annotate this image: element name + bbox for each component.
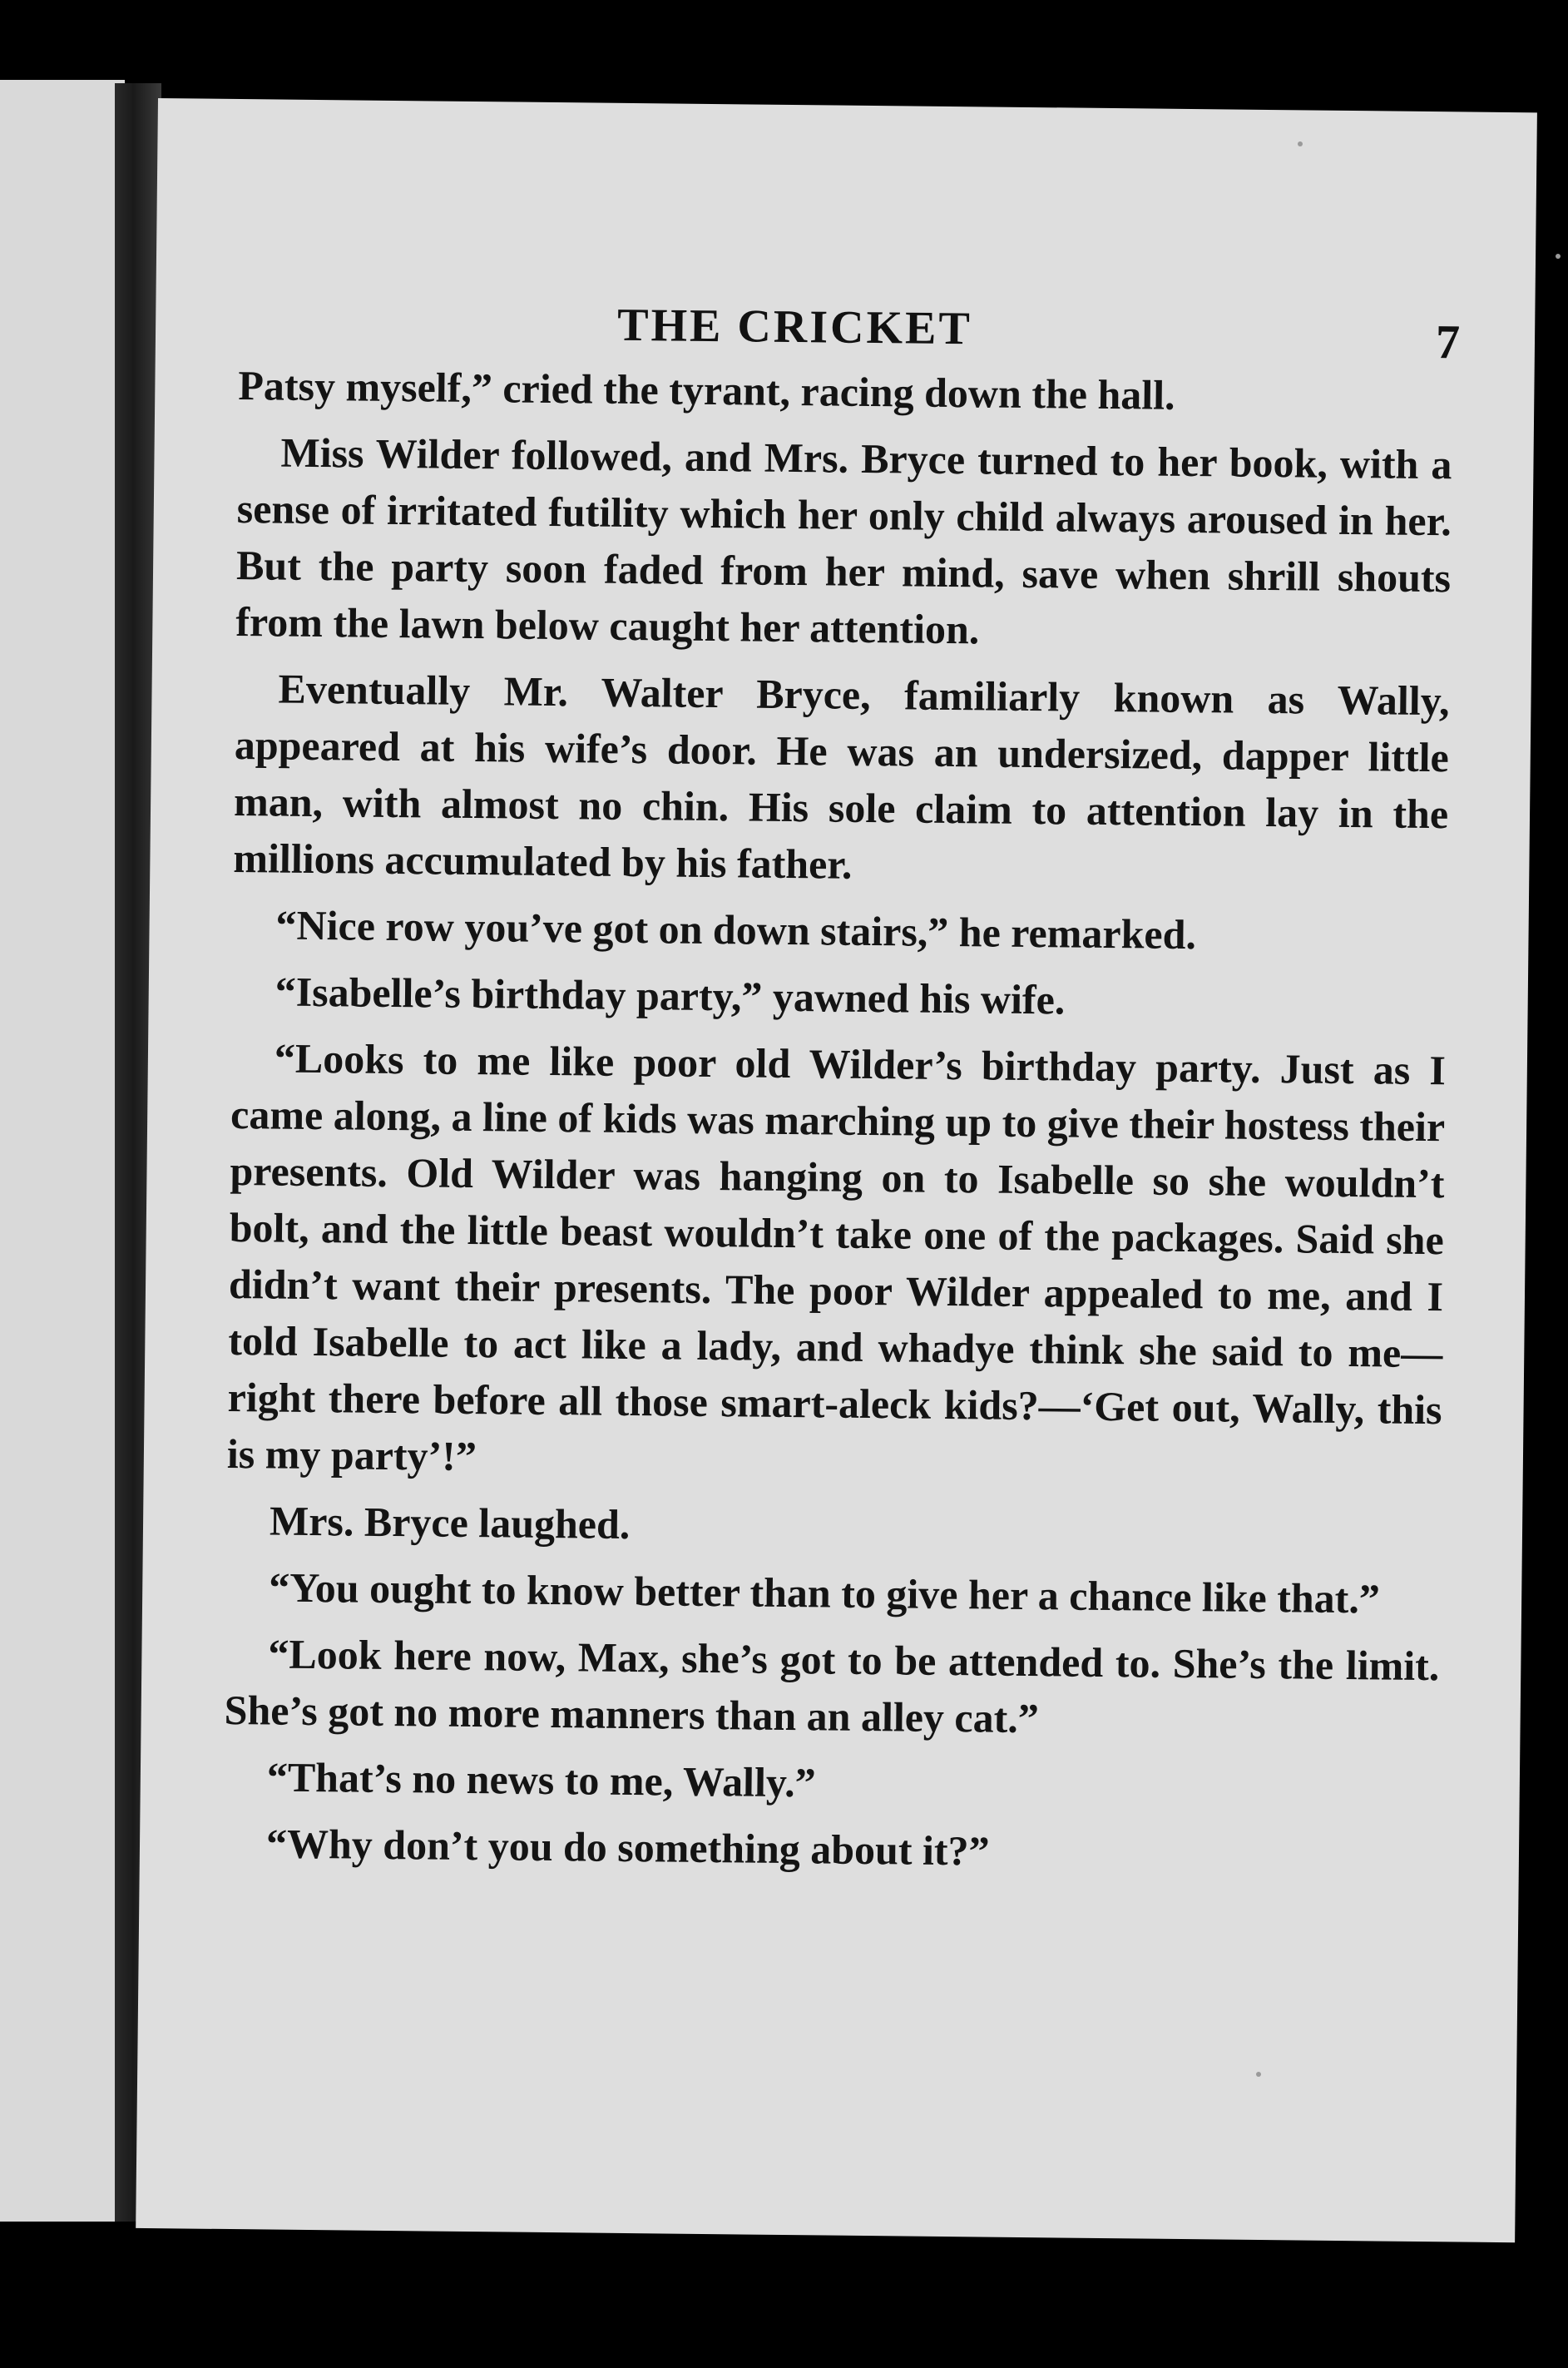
- paragraph: Patsy myself,” cried the tyrant, racing down the hall.: [238, 362, 1175, 419]
- body-text: [223, 357, 1453, 1894]
- paragraph: Mrs. Bryce laughed.: [269, 1497, 631, 1548]
- paragraph: Miss Wilder followed, and Mrs. Bryce turned to her book, with a sense of irritated futility which her only child always aroused in her. But the party soon faded from her mind, save when shrill shouts from the lawn below caught her attention.: [235, 429, 1452, 653]
- scan-speck: [1556, 254, 1561, 259]
- page-number: 7: [1435, 315, 1461, 369]
- paragraph: “Nice row you’ve got on down stairs,” he remarked.: [275, 901, 1197, 959]
- book-page: [136, 98, 1537, 2242]
- paragraph: “That’s no news to me, Wally.”: [266, 1753, 816, 1806]
- paragraph: “Looks to me like poor old Wilder’s birthday party. Just as I came along, a line of kids was marching up to give their hostess their presents. Old Wilder was hanging on to Isabelle so she wouldn’t bolt, and the little beast wouldn’t take one of the packages. Said she didn’t want their presents. The poor Wilder appealed to me, and I told Isabelle to act like a lady, and whadye think she said to me—right there before all those smart-aleck kids?—‘Get out, Wally, this is my party’!”: [226, 1034, 1447, 1480]
- scan-speck: [1256, 2072, 1261, 2077]
- paragraph: “Look here now, Max, she’s got to be attended to. She’s the limit. She’s got no more manners than an alley cat.”: [224, 1630, 1440, 1742]
- running-title: THE CRICKET: [616, 299, 973, 355]
- facing-page-edge: [0, 80, 125, 2222]
- scan-speck: [1298, 141, 1303, 146]
- paragraph: “Isabelle’s birthday party,” yawned his wife.: [275, 968, 1066, 1023]
- paragraph: “You ought to know better than to give her a chance like that.”: [268, 1563, 1381, 1622]
- paragraph: “Why don’t you do something about it?”: [265, 1820, 990, 1875]
- paragraph: Eventually Mr. Walter Bryce, familiarly known as Wally, appeared at his wife’s door. He was an undersized, dapper little man, with almost no chin. His sole claim to attention lay in the millions accumulated by his father.: [233, 665, 1450, 888]
